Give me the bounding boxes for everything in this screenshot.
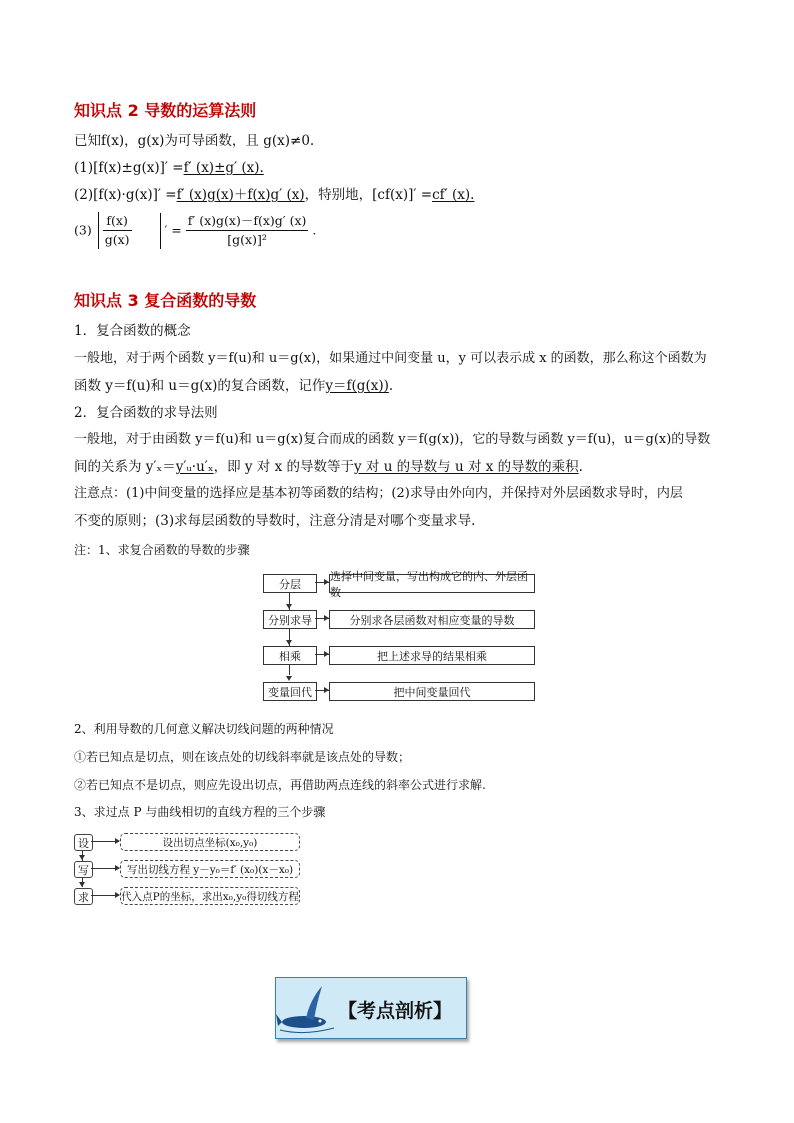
rule2 xyxy=(74,186,474,204)
flow1-step-3-left: 相乘 xyxy=(263,646,317,665)
flow1-step-2-left: 分别求导 xyxy=(263,610,317,629)
note-line1: 注意点：(1)中间变量的选择应是基本初等函数的结构；(2)求导由外向内，并保持对外层函数求导时，内层 xyxy=(74,486,683,501)
rule3-numerator: f(x) xyxy=(103,212,132,231)
p1-line2-answer: y＝f(g(x)) xyxy=(325,378,389,394)
section2-heading: 知识点 2 导数的运算法则 xyxy=(74,101,257,120)
banner-label: 【考点剖析】 xyxy=(338,1000,453,1022)
note-2-case-a: ①若已知点是切点，则在该点处的切线斜率就是该点处的导数； xyxy=(74,750,411,764)
rule2-answer: f′ (x)g(x)＋f(x)g′ (x) xyxy=(176,187,305,203)
rule3-answer-denominator: [g(x)]² xyxy=(227,232,267,247)
flow2-step-2-right: 写出切线方程 y－y₀＝f′ (x₀)(x－x₀) xyxy=(120,860,300,878)
section3-heading: 知识点 3 复合函数的导数 xyxy=(74,291,257,310)
rule1 xyxy=(74,159,264,177)
section3-sub1: 1．复合函数的概念 xyxy=(74,323,191,339)
flow2-down-arrow-1 xyxy=(79,855,85,860)
flow2-step-3-right: 代入点P的坐标，求出x₀,y₀得切线方程 xyxy=(120,887,300,905)
note-1-title: 注：1、求复合函数的导数的步骤 xyxy=(74,543,250,557)
rule3-prime: ′ = xyxy=(164,222,182,238)
flow1-step-2-right: 分别求各层函数对相应变量的导数 xyxy=(329,610,535,629)
flow1-step-3-right: 把上述求导的结果相乘 xyxy=(329,646,535,665)
note-2-title: 2、利用导数的几何意义解决切线问题的两种情况 xyxy=(74,722,334,736)
flow1-step-1-left: 分层 xyxy=(263,574,317,593)
p2-line2-text: 间的关系为 y′ₓ＝ xyxy=(74,459,176,475)
rule3-denominator: g(x) xyxy=(104,232,130,247)
rule3-end: . xyxy=(312,222,317,238)
flow2-step-2-left: 写 xyxy=(74,861,93,878)
flow1-down-arrow-2 xyxy=(286,640,292,645)
section3-p1-line2 xyxy=(74,377,393,395)
section3-p2-line1: 一般地，对于由函数 y＝f(u)和 u＝g(x)复合而成的函数 y＝f(g(x))，它的导数与函数 y＝f(u)，u＝g(x)的导数 xyxy=(74,432,711,447)
p1-line2-end: . xyxy=(388,378,394,394)
note-2-case-b: ②若已知点不是切点，则应先设出切点，再借助两点连线的斜率公式进行求解. xyxy=(74,778,486,792)
p2-line2-answer2: y 对 u 的导数与 u 对 x 的导数的乘积 xyxy=(353,459,579,475)
flow2-step-1-left: 设 xyxy=(74,834,93,851)
p2-line2-mid: ，即 y 对 x 的导数等于 xyxy=(213,459,354,475)
note-3-title: 3、求过点 P 与曲线相切的直线方程的三个步骤 xyxy=(74,805,326,819)
p2-line2-answer: y′ᵤ·u′ₓ xyxy=(175,459,214,475)
section3-p1-line1: 一般地，对于两个函数 y＝f(u)和 u＝g(x)，如果通过中间变量 u，y 可以表示成 x 的函数，那么称这个函数为 xyxy=(74,351,707,366)
flow2-down-arrow-2 xyxy=(79,882,85,887)
section2-intro: 已知f(x)，g(x)为可导函数，且 g(x)≠0. xyxy=(74,133,315,149)
flow1-down-arrow-3 xyxy=(286,676,292,681)
rule3 xyxy=(74,212,316,249)
flow1-step-1-right: 选择中间变量，写出构成它的内、外层函数 xyxy=(329,574,535,593)
kaodian-banner xyxy=(275,977,467,1039)
section3-p2-line2 xyxy=(74,458,583,476)
rule1-answer: f′ (x)±g′ (x). xyxy=(183,160,264,176)
p2-line2-end: . xyxy=(578,459,583,475)
rule2-prefix: (2)[f(x)·g(x)]′ = xyxy=(74,187,177,203)
flow2-step-3-left: 求 xyxy=(74,888,93,905)
flow2-step-1-right: 设出切点坐标(x₀,y₀) xyxy=(120,833,300,851)
flow1-down-arrow-1 xyxy=(286,604,292,609)
rule2-answer2: cf′ (x). xyxy=(432,187,475,203)
note-line2: 不变的原则；(3)求每层函数的导数时，注意分清是对哪个变量求导. xyxy=(74,513,476,529)
rule2-mid: ，特别地，[cf(x)]′ = xyxy=(304,187,433,203)
rule1-prefix: (1)[f(x)±g(x)]′ = xyxy=(74,160,184,176)
rule3-prefix: (3) xyxy=(74,222,92,238)
rule3-answer-fraction xyxy=(186,212,309,249)
flow1-step-4-right: 把中间变量回代 xyxy=(329,682,535,701)
section3-sub2: 2．复合函数的求导法则 xyxy=(74,405,218,421)
p1-line2-text: 函数 y＝f(u)和 u＝g(x)的复合函数，记作 xyxy=(74,378,326,394)
fish-icon xyxy=(276,978,346,1038)
flow1-step-4-left: 变量回代 xyxy=(263,682,317,701)
rule3-right-bracket xyxy=(132,213,161,249)
rule3-bracket-fraction xyxy=(98,212,132,249)
rule3-answer-numerator: f′ (x)g(x)－f(x)g′ (x) xyxy=(186,212,309,231)
